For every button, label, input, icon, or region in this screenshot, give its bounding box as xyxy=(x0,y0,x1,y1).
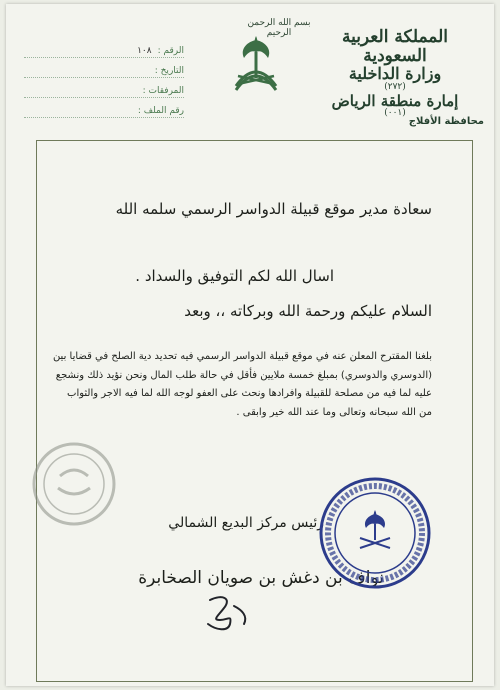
basmala: بسم الله الرحمن الرحيم xyxy=(247,18,311,38)
field-label: رقم الملف : xyxy=(137,106,184,116)
wish-line: اسال الله لكم التوفيق والسداد . xyxy=(135,267,334,285)
field-number xyxy=(24,46,184,58)
field-date xyxy=(24,66,184,78)
letterhead xyxy=(310,28,480,119)
field-value: ١٠٨ xyxy=(137,46,152,56)
saudi-emblem-icon xyxy=(224,32,288,104)
watermark-stamp-icon xyxy=(30,440,118,528)
emirate-name: إمارة منطقة الرياض xyxy=(331,91,459,110)
letter-paragraph: بلغنا المقترح المعلن عنه في موقع قبيلة الدواسر الرسمي فيه تحديد دية الصلح في قضايا بين (الدوسري والدوسري) بمبلغ خمسة ملايين فأقل في حالة طلب المال ونحن نؤيد ذلك ونشجع عليه لما فيه من مصلحة للقبيلة وافرادها ونحث على العفو لوجه الله لما فيه الاجر والثواب من الله سبحانه وتعالى وما عند الله خير وابقى . xyxy=(52,351,432,418)
greeting-line: السلام عليكم ورحمة الله وبركاته ،، وبعد xyxy=(184,302,432,320)
governorate-name: محافظة الأفلاج xyxy=(408,116,484,127)
field-attachments xyxy=(24,86,184,98)
field-label: الرقم : xyxy=(157,46,184,56)
field-file-number xyxy=(24,106,184,118)
signer-name: نواف بن دغش بن صويان الصخابرة xyxy=(138,568,384,588)
addressee-line: سعادة مدير موقع قبيلة الدواسر الرسمي سلمه الله xyxy=(115,200,432,218)
kingdom-name: المملكة العربية السعودية xyxy=(341,27,449,66)
ministry-name: وزارة الداخلية xyxy=(348,64,442,84)
reference-fields xyxy=(24,46,184,126)
field-label: التاريخ : xyxy=(154,66,184,76)
field-label: المرفقات : xyxy=(142,86,184,96)
ministry-number: (٢٧٢) xyxy=(384,81,406,92)
handwritten-signature xyxy=(202,590,254,634)
official-stamp-icon xyxy=(316,474,434,592)
letter-page xyxy=(6,4,494,686)
emirate-number: (٠٠١) xyxy=(384,108,406,119)
signer-title: رئيس مركز البديع الشمالي xyxy=(168,515,324,531)
